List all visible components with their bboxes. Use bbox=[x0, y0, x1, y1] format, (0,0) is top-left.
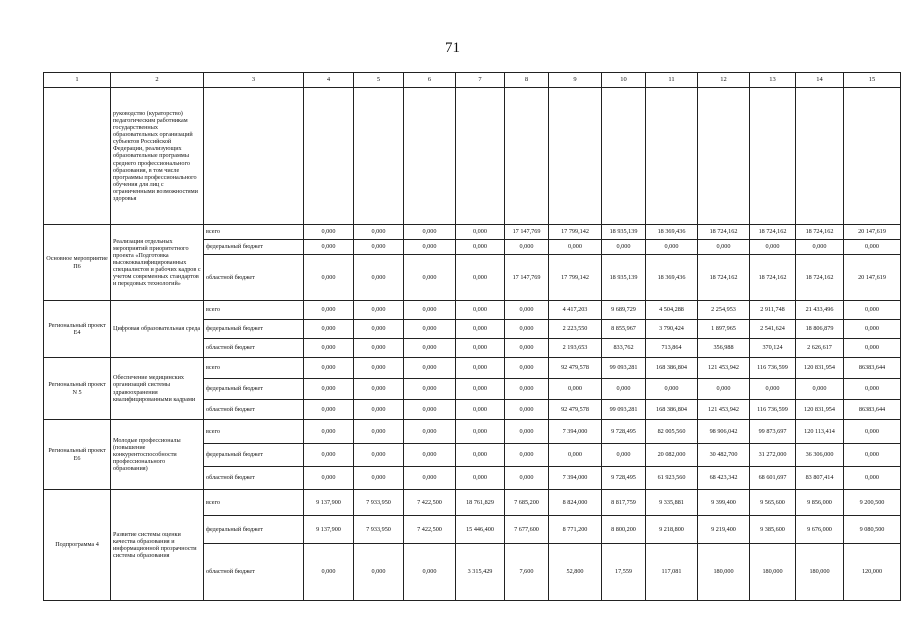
amount-cell: 0,000 bbox=[404, 255, 456, 301]
amount-cell: 0,000 bbox=[844, 301, 901, 320]
amount-cell: 0,000 bbox=[456, 225, 505, 240]
funding-source-cell: федеральный бюджет bbox=[204, 516, 304, 544]
amount-cell: 0,000 bbox=[844, 320, 901, 339]
amount-cell: 168 386,804 bbox=[646, 400, 698, 420]
amount-cell: 92 479,578 bbox=[549, 400, 602, 420]
funding-source-cell: всего bbox=[204, 420, 304, 444]
amount-cell: 0,000 bbox=[456, 339, 505, 358]
amount-cell: 3 790,424 bbox=[646, 320, 698, 339]
amount-cell: 9 728,495 bbox=[602, 420, 646, 444]
amount-cell: 180,000 bbox=[698, 544, 750, 601]
amount-cell: 99 093,281 bbox=[602, 358, 646, 379]
amount-cell: 9 335,881 bbox=[646, 490, 698, 516]
amount-cell: 0,000 bbox=[354, 420, 404, 444]
page-number: 71 bbox=[445, 40, 460, 56]
amount-cell: 86383,644 bbox=[844, 400, 901, 420]
amount-cell: 18 724,162 bbox=[698, 255, 750, 301]
amount-cell: 0,000 bbox=[304, 544, 354, 601]
amount-cell: 833,762 bbox=[602, 339, 646, 358]
amount-cell: 0,000 bbox=[354, 225, 404, 240]
amount-cell: 0,000 bbox=[602, 444, 646, 467]
amount-cell: 0,000 bbox=[844, 444, 901, 467]
amount-cell: 116 736,599 bbox=[750, 400, 796, 420]
amount-cell: 0,000 bbox=[404, 358, 456, 379]
table-row bbox=[44, 301, 901, 320]
amount-cell: 98 906,042 bbox=[698, 420, 750, 444]
column-header-1: 1 bbox=[44, 73, 111, 88]
program-description-cell: Развитие системы оценки качества образования и информационной прозрачности системы образования bbox=[111, 490, 204, 601]
amount-cell: 2 254,953 bbox=[698, 301, 750, 320]
amount-cell: 7 933,950 bbox=[354, 516, 404, 544]
amount-cell: 9 399,400 bbox=[698, 490, 750, 516]
amount-cell: 18 935,139 bbox=[602, 225, 646, 240]
amount-cell: 168 386,804 bbox=[646, 358, 698, 379]
amount-cell: 2 193,653 bbox=[549, 339, 602, 358]
continuation-description: руководство (кураторство) педагогическим работникам государственных образовательных организаций субъектов Российской Федерации, реализующих образовательные программы среднего профессионального образования, в том числе программы профессионального обучения для лиц с ограниченными возможностями здоровья bbox=[111, 88, 204, 225]
amount-cell: 0,000 bbox=[505, 339, 549, 358]
amount-cell: 121 453,942 bbox=[698, 358, 750, 379]
amount-cell: 356,988 bbox=[698, 339, 750, 358]
amount-cell: 0,000 bbox=[304, 301, 354, 320]
column-header-11: 11 bbox=[646, 73, 698, 88]
amount-cell: 0,000 bbox=[844, 467, 901, 490]
column-header-2: 2 bbox=[111, 73, 204, 88]
amount-cell: 0,000 bbox=[844, 379, 901, 400]
amount-cell: 7 933,950 bbox=[354, 490, 404, 516]
funding-source-cell: всего bbox=[204, 225, 304, 240]
amount-cell: 17 799,142 bbox=[549, 255, 602, 301]
amount-cell: 7 394,000 bbox=[549, 420, 602, 444]
amount-cell: 0,000 bbox=[549, 379, 602, 400]
program-code-cell: Подпрограмма 4 bbox=[44, 490, 111, 601]
amount-cell: 0,000 bbox=[304, 358, 354, 379]
amount-cell: 0,000 bbox=[456, 444, 505, 467]
amount-cell: 0,000 bbox=[354, 255, 404, 301]
amount-cell: 7 685,200 bbox=[505, 490, 549, 516]
amount-cell: 86383,644 bbox=[844, 358, 901, 379]
amount-cell: 18 724,162 bbox=[750, 255, 796, 301]
amount-cell: 21 433,496 bbox=[796, 301, 844, 320]
funding-source-cell: федеральный бюджет bbox=[204, 444, 304, 467]
amount-cell: 0,000 bbox=[404, 544, 456, 601]
amount-cell: 0,000 bbox=[505, 444, 549, 467]
amount-cell: 61 923,560 bbox=[646, 467, 698, 490]
amount-cell: 0,000 bbox=[354, 320, 404, 339]
program-code-cell: Основное мероприятие П6 bbox=[44, 225, 111, 301]
amount-cell: 52,800 bbox=[549, 544, 602, 601]
funding-source-cell: всего bbox=[204, 301, 304, 320]
amount-cell: 0,000 bbox=[456, 255, 505, 301]
table-row bbox=[44, 490, 901, 516]
amount-cell: 0,000 bbox=[844, 240, 901, 255]
amount-cell: 3 315,429 bbox=[456, 544, 505, 601]
program-code-cell: Региональный проект N 5 bbox=[44, 358, 111, 420]
amount-cell: 0,000 bbox=[456, 400, 505, 420]
funding-source-cell: областной бюджет bbox=[204, 467, 304, 490]
amount-cell: 92 479,578 bbox=[549, 358, 602, 379]
amount-cell: 0,000 bbox=[602, 379, 646, 400]
funding-source-cell: областной бюджет bbox=[204, 255, 304, 301]
amount-cell: 0,000 bbox=[646, 379, 698, 400]
amount-cell: 9 565,600 bbox=[750, 490, 796, 516]
program-description-cell: Обеспечение медицинских организаций системы здравоохранения квалифицированными кадрами bbox=[111, 358, 204, 420]
amount-cell: 9 689,729 bbox=[602, 301, 646, 320]
column-number-header-row bbox=[44, 73, 901, 88]
table-row bbox=[44, 358, 901, 379]
amount-cell: 82 005,560 bbox=[646, 420, 698, 444]
amount-cell: 0,000 bbox=[796, 379, 844, 400]
program-code-cell: Региональный проект Е4 bbox=[44, 301, 111, 358]
column-header-15: 15 bbox=[844, 73, 901, 88]
amount-cell: 17 147,769 bbox=[505, 225, 549, 240]
amount-cell: 0,000 bbox=[354, 400, 404, 420]
column-header-13: 13 bbox=[750, 73, 796, 88]
budget-table bbox=[43, 72, 901, 601]
amount-cell: 17 799,142 bbox=[549, 225, 602, 240]
amount-cell: 0,000 bbox=[404, 420, 456, 444]
amount-cell: 83 807,414 bbox=[796, 467, 844, 490]
amount-cell: 18 935,139 bbox=[602, 255, 646, 301]
amount-cell: 0,000 bbox=[404, 301, 456, 320]
column-header-8: 8 bbox=[505, 73, 549, 88]
funding-source-cell: всего bbox=[204, 490, 304, 516]
program-description-cell: Реализация отдельных мероприятий приоритетного проекта «Подготовка высококвалифицированных специалистов и рабочих кадров с учетом современных стандартов и передовых технологий» bbox=[111, 225, 204, 301]
amount-cell: 20 147,619 bbox=[844, 255, 901, 301]
column-header-12: 12 bbox=[698, 73, 750, 88]
amount-cell: 0,000 bbox=[404, 467, 456, 490]
amount-cell: 0,000 bbox=[354, 467, 404, 490]
amount-cell: 1 897,965 bbox=[698, 320, 750, 339]
amount-cell: 0,000 bbox=[304, 320, 354, 339]
amount-cell: 0,000 bbox=[304, 225, 354, 240]
amount-cell: 0,000 bbox=[505, 358, 549, 379]
amount-cell: 0,000 bbox=[505, 240, 549, 255]
amount-cell: 0,000 bbox=[505, 301, 549, 320]
amount-cell: 0,000 bbox=[354, 379, 404, 400]
amount-cell: 9 200,500 bbox=[844, 490, 901, 516]
amount-cell: 0,000 bbox=[354, 358, 404, 379]
amount-cell: 0,000 bbox=[456, 358, 505, 379]
amount-cell: 0,000 bbox=[698, 240, 750, 255]
amount-cell: 0,000 bbox=[304, 255, 354, 301]
amount-cell: 120 113,414 bbox=[796, 420, 844, 444]
amount-cell: 18 724,162 bbox=[796, 255, 844, 301]
amount-cell: 30 482,700 bbox=[698, 444, 750, 467]
amount-cell: 0,000 bbox=[304, 444, 354, 467]
amount-cell: 0,000 bbox=[456, 420, 505, 444]
amount-cell: 0,000 bbox=[456, 320, 505, 339]
amount-cell: 17,559 bbox=[602, 544, 646, 601]
amount-cell: 713,864 bbox=[646, 339, 698, 358]
column-header-9: 9 bbox=[549, 73, 602, 88]
amount-cell: 180,000 bbox=[750, 544, 796, 601]
amount-cell: 8 817,759 bbox=[602, 490, 646, 516]
program-description-cell: Молодые профессионалы (повышение конкурентоспособности профессионального образования) bbox=[111, 420, 204, 490]
funding-source-cell: областной бюджет bbox=[204, 339, 304, 358]
amount-cell: 0,000 bbox=[354, 240, 404, 255]
amount-cell: 7 394,000 bbox=[549, 467, 602, 490]
amount-cell: 9 218,800 bbox=[646, 516, 698, 544]
column-header-14: 14 bbox=[796, 73, 844, 88]
column-header-7: 7 bbox=[456, 73, 505, 88]
amount-cell: 18 724,162 bbox=[750, 225, 796, 240]
amount-cell: 0,000 bbox=[602, 240, 646, 255]
amount-cell: 0,000 bbox=[354, 544, 404, 601]
amount-cell: 0,000 bbox=[646, 240, 698, 255]
amount-cell: 2 541,624 bbox=[750, 320, 796, 339]
amount-cell: 7,600 bbox=[505, 544, 549, 601]
amount-cell: 0,000 bbox=[354, 339, 404, 358]
funding-source-cell: федеральный бюджет bbox=[204, 320, 304, 339]
amount-cell: 2 223,550 bbox=[549, 320, 602, 339]
amount-cell: 18 806,879 bbox=[796, 320, 844, 339]
amount-cell: 0,000 bbox=[844, 420, 901, 444]
continuation-cell-col3 bbox=[204, 88, 304, 225]
amount-cell: 7 677,600 bbox=[505, 516, 549, 544]
amount-cell: 120 831,954 bbox=[796, 358, 844, 379]
amount-cell: 0,000 bbox=[404, 339, 456, 358]
amount-cell: 0,000 bbox=[304, 400, 354, 420]
funding-source-cell: федеральный бюджет bbox=[204, 240, 304, 255]
amount-cell: 0,000 bbox=[750, 379, 796, 400]
funding-source-cell: федеральный бюджет bbox=[204, 379, 304, 400]
amount-cell: 116 736,599 bbox=[750, 358, 796, 379]
amount-cell: 0,000 bbox=[505, 420, 549, 444]
amount-cell: 120,000 bbox=[844, 544, 901, 601]
amount-cell: 0,000 bbox=[750, 240, 796, 255]
column-header-5: 5 bbox=[354, 73, 404, 88]
amount-cell: 2 626,617 bbox=[796, 339, 844, 358]
program-code-cell: Региональный проект Е6 bbox=[44, 420, 111, 490]
amount-cell: 0,000 bbox=[505, 320, 549, 339]
amount-cell: 0,000 bbox=[304, 339, 354, 358]
amount-cell: 9 219,400 bbox=[698, 516, 750, 544]
amount-cell: 0,000 bbox=[549, 444, 602, 467]
amount-cell: 9 080,500 bbox=[844, 516, 901, 544]
amount-cell: 68 601,697 bbox=[750, 467, 796, 490]
column-header-3: 3 bbox=[204, 73, 304, 88]
amount-cell: 20 147,619 bbox=[844, 225, 901, 240]
amount-cell: 9 385,600 bbox=[750, 516, 796, 544]
amount-cell: 0,000 bbox=[304, 240, 354, 255]
amount-cell: 0,000 bbox=[456, 240, 505, 255]
amount-cell: 0,000 bbox=[456, 467, 505, 490]
amount-cell: 0,000 bbox=[304, 420, 354, 444]
column-header-4: 4 bbox=[304, 73, 354, 88]
amount-cell: 18 369,436 bbox=[646, 255, 698, 301]
amount-cell: 18 761,829 bbox=[456, 490, 505, 516]
amount-cell: 0,000 bbox=[354, 301, 404, 320]
amount-cell: 180,000 bbox=[796, 544, 844, 601]
amount-cell: 9 676,000 bbox=[796, 516, 844, 544]
table-row bbox=[44, 420, 901, 444]
amount-cell: 36 306,000 bbox=[796, 444, 844, 467]
amount-cell: 120 831,954 bbox=[796, 400, 844, 420]
table-row bbox=[44, 225, 901, 240]
continuation-row bbox=[44, 88, 901, 225]
amount-cell: 8 800,200 bbox=[602, 516, 646, 544]
amount-cell: 0,000 bbox=[404, 320, 456, 339]
amount-cell: 0,000 bbox=[404, 379, 456, 400]
amount-cell: 0,000 bbox=[404, 444, 456, 467]
amount-cell: 4 417,203 bbox=[549, 301, 602, 320]
amount-cell: 0,000 bbox=[404, 400, 456, 420]
column-header-6: 6 bbox=[404, 73, 456, 88]
amount-cell: 0,000 bbox=[505, 379, 549, 400]
amount-cell: 4 504,288 bbox=[646, 301, 698, 320]
continuation-cell-col1 bbox=[44, 88, 111, 225]
funding-source-cell: всего bbox=[204, 358, 304, 379]
amount-cell: 8 855,967 bbox=[602, 320, 646, 339]
funding-source-cell: областной бюджет bbox=[204, 544, 304, 601]
amount-cell: 99 873,697 bbox=[750, 420, 796, 444]
amount-cell: 0,000 bbox=[505, 400, 549, 420]
amount-cell: 20 082,000 bbox=[646, 444, 698, 467]
amount-cell: 68 423,342 bbox=[698, 467, 750, 490]
amount-cell: 99 093,281 bbox=[602, 400, 646, 420]
amount-cell: 8 771,200 bbox=[549, 516, 602, 544]
amount-cell: 121 453,942 bbox=[698, 400, 750, 420]
amount-cell: 0,000 bbox=[404, 225, 456, 240]
amount-cell: 0,000 bbox=[698, 379, 750, 400]
program-description-cell: Цифровая образовательная среда bbox=[111, 301, 204, 358]
amount-cell: 8 824,000 bbox=[549, 490, 602, 516]
funding-source-cell: областной бюджет bbox=[204, 400, 304, 420]
amount-cell: 0,000 bbox=[549, 240, 602, 255]
amount-cell: 31 272,000 bbox=[750, 444, 796, 467]
amount-cell: 9 137,900 bbox=[304, 490, 354, 516]
amount-cell: 9 728,495 bbox=[602, 467, 646, 490]
amount-cell: 0,000 bbox=[796, 240, 844, 255]
amount-cell: 370,124 bbox=[750, 339, 796, 358]
amount-cell: 2 911,748 bbox=[750, 301, 796, 320]
amount-cell: 0,000 bbox=[844, 339, 901, 358]
amount-cell: 0,000 bbox=[354, 444, 404, 467]
amount-cell: 9 137,900 bbox=[304, 516, 354, 544]
amount-cell: 18 724,162 bbox=[796, 225, 844, 240]
amount-cell: 117,081 bbox=[646, 544, 698, 601]
amount-cell: 7 422,500 bbox=[404, 516, 456, 544]
column-header-10: 10 bbox=[602, 73, 646, 88]
amount-cell: 7 422,500 bbox=[404, 490, 456, 516]
amount-cell: 18 369,436 bbox=[646, 225, 698, 240]
amount-cell: 0,000 bbox=[456, 379, 505, 400]
amount-cell: 0,000 bbox=[404, 240, 456, 255]
amount-cell: 0,000 bbox=[304, 467, 354, 490]
amount-cell: 18 724,162 bbox=[698, 225, 750, 240]
amount-cell: 9 856,000 bbox=[796, 490, 844, 516]
amount-cell: 0,000 bbox=[304, 379, 354, 400]
amount-cell: 0,000 bbox=[505, 467, 549, 490]
amount-cell: 15 446,400 bbox=[456, 516, 505, 544]
amount-cell: 0,000 bbox=[456, 301, 505, 320]
amount-cell: 17 147,769 bbox=[505, 255, 549, 301]
